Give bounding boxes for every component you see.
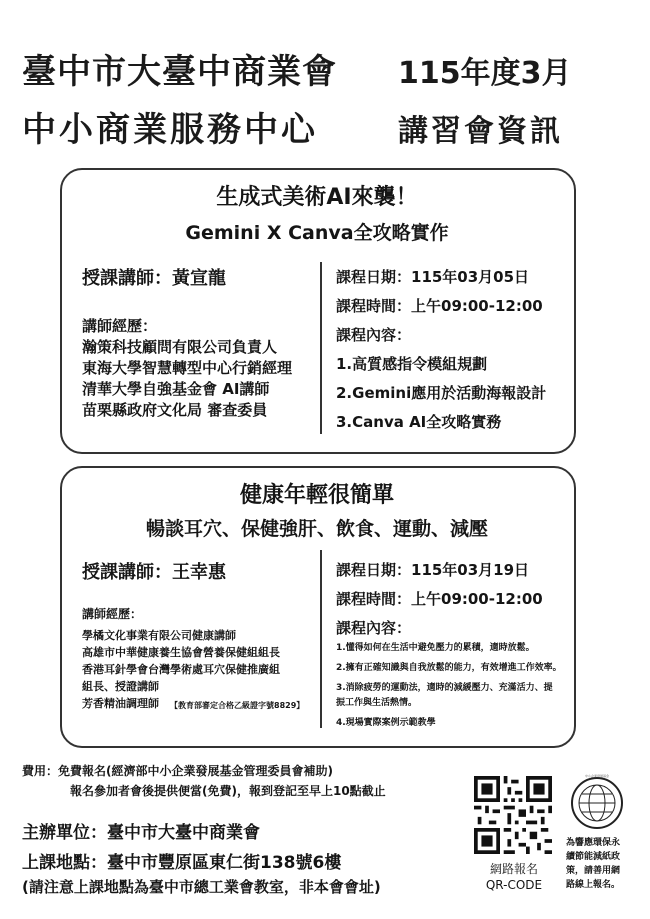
fee-note: 報名參加者會後提供便當(免費)，報到登記至早上10點截止 xyxy=(70,784,386,798)
course2-bio-4: 組長、授證講師 xyxy=(82,680,159,693)
course2-bio-2: 高雄市中華健康養生協會營養保健組組長 xyxy=(82,646,280,659)
course2-title: 健康年輕很簡單 xyxy=(239,483,394,508)
course2-content-label: 課程內容： xyxy=(336,619,412,637)
course2-content-2: 2.擁有正確知識與自我放鬆的能力，有效增進工作效率。 xyxy=(336,663,562,673)
course2-bio-3: 香港耳針學會台灣學術處耳穴保健推廣組 xyxy=(82,663,280,676)
course1-bio-label: 講師經歷： xyxy=(82,317,158,335)
qr-label-2: QR-CODE xyxy=(485,878,543,892)
eco-text-2: 續節能減紙政 xyxy=(566,852,621,862)
course1-title: 生成式美術AI來襲！ xyxy=(216,185,418,210)
venue-text: 上課地點：臺中市豐原區東仁街138號6樓 xyxy=(22,853,342,873)
course1-content-label: 課程內容： xyxy=(336,326,412,344)
fund-logo-icon xyxy=(570,776,624,830)
center-name: 中小商業服務中心 xyxy=(22,110,318,150)
course2-bio-1: 學橘文化事業有限公司健康講師 xyxy=(82,629,236,642)
host-text: 主辦單位：臺中市大臺中商業會 xyxy=(22,823,260,843)
course1-bio-1: 瀚策科技顧問有限公司負責人 xyxy=(82,338,278,356)
course2-bio-5: 芳香精油調理師 xyxy=(82,697,159,710)
course1-content-3: 3.Canva AI全攻略實務 xyxy=(336,413,502,431)
course1-subtitle: Gemini X Canva全攻略實作 xyxy=(185,222,449,244)
course1-bio-4: 苗栗縣政府文化局 審查委員 xyxy=(82,401,268,419)
course1-lecturer: 授課講師：黃宣龍 xyxy=(82,268,226,289)
course2-content-4: 振工作與生活熱情。 xyxy=(336,698,418,708)
course1-content-1: 1.高質感指令模組規劃 xyxy=(336,355,488,373)
course1-bio-3: 清華大學自強基金會 AI講師 xyxy=(82,380,270,398)
course1-content-2: 2.Gemini應用於活動海報設計 xyxy=(336,384,547,402)
qr-code[interactable] xyxy=(474,776,552,854)
fee-text: 費用：免費報名(經濟部中小企業發展基金管理委員會補助) xyxy=(22,764,333,778)
course2-subtitle: 暢談耳穴、保健強肝、飲食、運動、減壓 xyxy=(145,518,488,540)
course2-content-5: 4.現場實際案例示範教學 xyxy=(336,718,436,728)
course2-divider xyxy=(320,550,322,728)
eco-text-3: 策，請善用網 xyxy=(566,866,621,876)
course2-bio-label: 講師經歷： xyxy=(82,607,143,621)
course1-bio-2: 東海大學智慧轉型中心行銷經理 xyxy=(82,359,293,377)
course2-time: 課程時間：上午09:00-12:00 xyxy=(336,590,543,608)
eco-text-4: 路線上報名。 xyxy=(566,880,621,890)
course1-date: 課程日期：115年03月05日 xyxy=(336,268,530,286)
course2-bio-note: 【教育部審定合格乙級證字號8829】 xyxy=(170,701,305,710)
course2-lecturer: 授課講師：王幸惠 xyxy=(82,562,226,583)
course1-divider xyxy=(320,262,322,434)
year-month: 115年度3月 xyxy=(398,56,572,91)
course2-content-1: 1.懂得如何在生活中避免壓力的累積，適時放鬆。 xyxy=(336,643,535,653)
info-title: 講習會資訊 xyxy=(398,114,563,149)
course2-content-3: 3.消除疲勞的運動法，適時的減緩壓力、充滿活力、提 xyxy=(336,683,553,693)
venue-note: (請注意上課地點為臺中市總工業會教室，非本會會址) xyxy=(22,878,381,896)
course2-date: 課程日期：115年03月19日 xyxy=(336,561,530,579)
eco-text-1: 為響應環保永 xyxy=(566,838,621,848)
course1-time: 課程時間：上午09:00-12:00 xyxy=(336,297,543,315)
fund-logo-text: 中小企業發展基金 xyxy=(584,774,609,778)
org-name: 臺中市大臺中商業會 xyxy=(22,52,337,92)
qr-label-1: 網路報名 xyxy=(489,862,538,876)
